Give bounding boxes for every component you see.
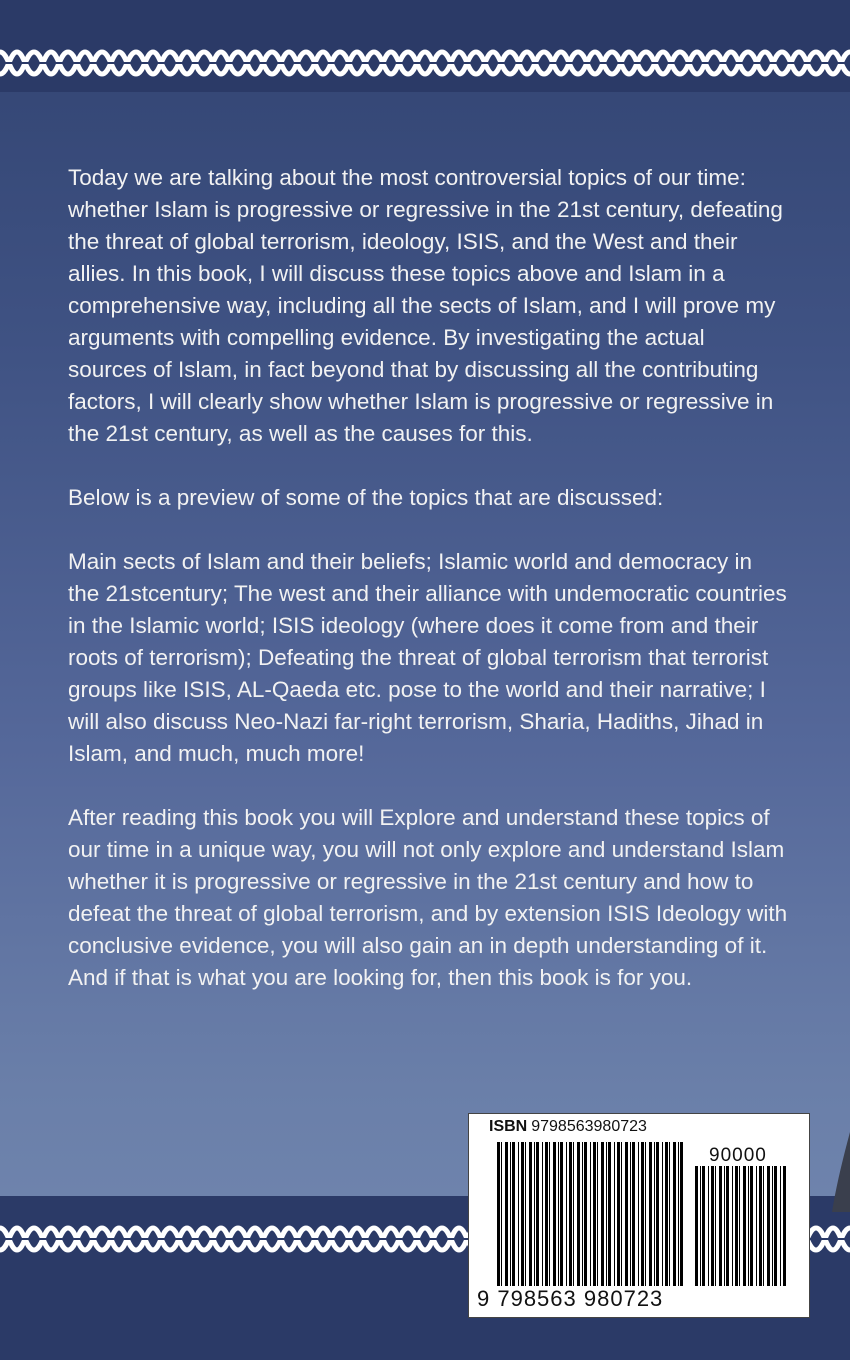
barcode-bar: [577, 1142, 580, 1286]
barcode-bar: [625, 1142, 628, 1286]
barcode-bar: [739, 1166, 740, 1286]
description-paragraph-3: Main sects of Islam and their beliefs; Islamic world and democracy in the 21stcentury; The west and their alliance with undemocratic countries in the Islamic world; ISIS ideology (where does it come from and their roots of terrorism); Defeating the threat of global terrorism that terrorist groups like ISIS, AL-Qaeda etc. pose to the world and their narrative; I will also discuss Neo-Nazi far-right terrorism, Sharia, Hadiths, Jihad in Islam, and much, much more!: [68, 549, 787, 766]
isbn-number: 9798563980723: [531, 1118, 647, 1135]
barcode-bar: [542, 1142, 543, 1286]
barcode-bar: [708, 1166, 709, 1286]
barcode-bar: [536, 1142, 539, 1286]
barcode-bar: [641, 1142, 644, 1286]
barcode-bar: [582, 1142, 583, 1286]
barcode-bar: [732, 1166, 733, 1286]
barcode-bar: [748, 1166, 749, 1286]
isbn-label: [489, 1118, 647, 1136]
barcode-bar: [772, 1166, 773, 1286]
barcode-bar: [510, 1142, 511, 1286]
barcode-bar: [656, 1142, 659, 1286]
description-paragraph-2: Below is a preview of some of the topics that are discussed:: [68, 485, 664, 510]
barcode-bar: [724, 1166, 725, 1286]
barcode-bar: [560, 1142, 563, 1286]
barcode-bar: [549, 1142, 550, 1286]
barcode-bar: [662, 1142, 663, 1286]
barcode-bar: [680, 1142, 683, 1286]
barcode-bar: [617, 1142, 620, 1286]
barcode-bar: [735, 1166, 738, 1286]
barcode-bar: [719, 1166, 722, 1286]
barcode-bar: [695, 1166, 698, 1286]
barcode-bar: [573, 1142, 574, 1286]
barcode-bar: [780, 1166, 781, 1286]
barcode-bar: [702, 1166, 705, 1286]
edge-figure-shape: [828, 1132, 850, 1212]
barcode-bar: [678, 1142, 679, 1286]
barcode-bar: [630, 1142, 631, 1286]
isbn-barcode-box: [468, 1113, 810, 1318]
main-barcode-bars: [497, 1142, 685, 1286]
addon-barcode-bars: [695, 1166, 795, 1286]
barcode-bar: [783, 1166, 786, 1286]
barcode-bar: [763, 1166, 764, 1286]
barcode-bar: [669, 1142, 670, 1286]
barcode-bar: [756, 1166, 757, 1286]
barcode-bar: [649, 1142, 652, 1286]
barcode-bar: [638, 1142, 639, 1286]
barcode-bar: [497, 1142, 500, 1286]
back-cover-description: [68, 162, 788, 1026]
barcode-bar: [614, 1142, 615, 1286]
barcode-bar: [750, 1166, 753, 1286]
description-paragraph-4: After reading this book you will Explore and understand these topics of our time in a unique way, you will not only explore and understand Islam whether it is progressive or regressive in the 21st century and how to defeat the threat of global terrorism, and by extension ISIS Ideology with conclusive evidence, you will also gain an in depth understanding of it. And if that is what you are looking for, then this book is for you.: [68, 805, 788, 990]
barcode-bar: [525, 1142, 526, 1286]
barcode-bar: [553, 1142, 556, 1286]
barcode-digits: 9 798563 980723: [477, 1286, 664, 1311]
barcode-bar: [505, 1142, 508, 1286]
barcode-bar: [601, 1142, 604, 1286]
barcode-bar: [593, 1142, 596, 1286]
barcode-bar: [606, 1142, 607, 1286]
barcode-bar: [632, 1142, 635, 1286]
barcode-bar: [518, 1142, 519, 1286]
barcode-bar: [715, 1166, 716, 1286]
isbn-prefix: ISBN: [489, 1118, 528, 1135]
barcode-bar: [590, 1142, 591, 1286]
barcode-bar: [700, 1166, 701, 1286]
barcode-bar: [608, 1142, 611, 1286]
barcode-bar: [759, 1166, 762, 1286]
barcode-bar: [512, 1142, 515, 1286]
price-code: 90000: [709, 1145, 767, 1166]
barcode-bar: [501, 1142, 502, 1286]
barcode-bar: [726, 1166, 729, 1286]
barcode-bar: [569, 1142, 572, 1286]
barcode-bar: [743, 1166, 746, 1286]
top-braid-ornament: [0, 40, 850, 86]
description-paragraph-1: Today we are talking about the most controversial topics of our time: whether Islam is progressive or regressive in the 21st century, defeating the threat of global terrorism, ideology, ISIS, and the West and their allies. In this book, I will discuss these topics above and Islam in a comprehensive way, including all the sects of Islam, and I will prove my arguments with compelling evidence. By investigating the actual sources of Islam, in fact beyond that by discussing all the contributing factors, I will clearly show whether Islam is progressive or regressive in the 21st century, as well as the causes for this.: [68, 165, 783, 446]
barcode-bar: [654, 1142, 655, 1286]
barcode-bar: [673, 1142, 676, 1286]
barcode-bar: [767, 1166, 770, 1286]
barcode-bar: [521, 1142, 524, 1286]
barcode-bar: [711, 1166, 714, 1286]
barcode-bar: [534, 1142, 535, 1286]
barcode-bar: [665, 1142, 668, 1286]
barcode-bar: [597, 1142, 598, 1286]
barcode-bar: [584, 1142, 587, 1286]
barcode-bar: [774, 1166, 777, 1286]
barcode-bar: [545, 1142, 548, 1286]
barcode-bar: [529, 1142, 532, 1286]
barcode-bar: [621, 1142, 622, 1286]
barcode-bar: [558, 1142, 559, 1286]
barcode-bar: [645, 1142, 646, 1286]
barcode-bar: [566, 1142, 567, 1286]
